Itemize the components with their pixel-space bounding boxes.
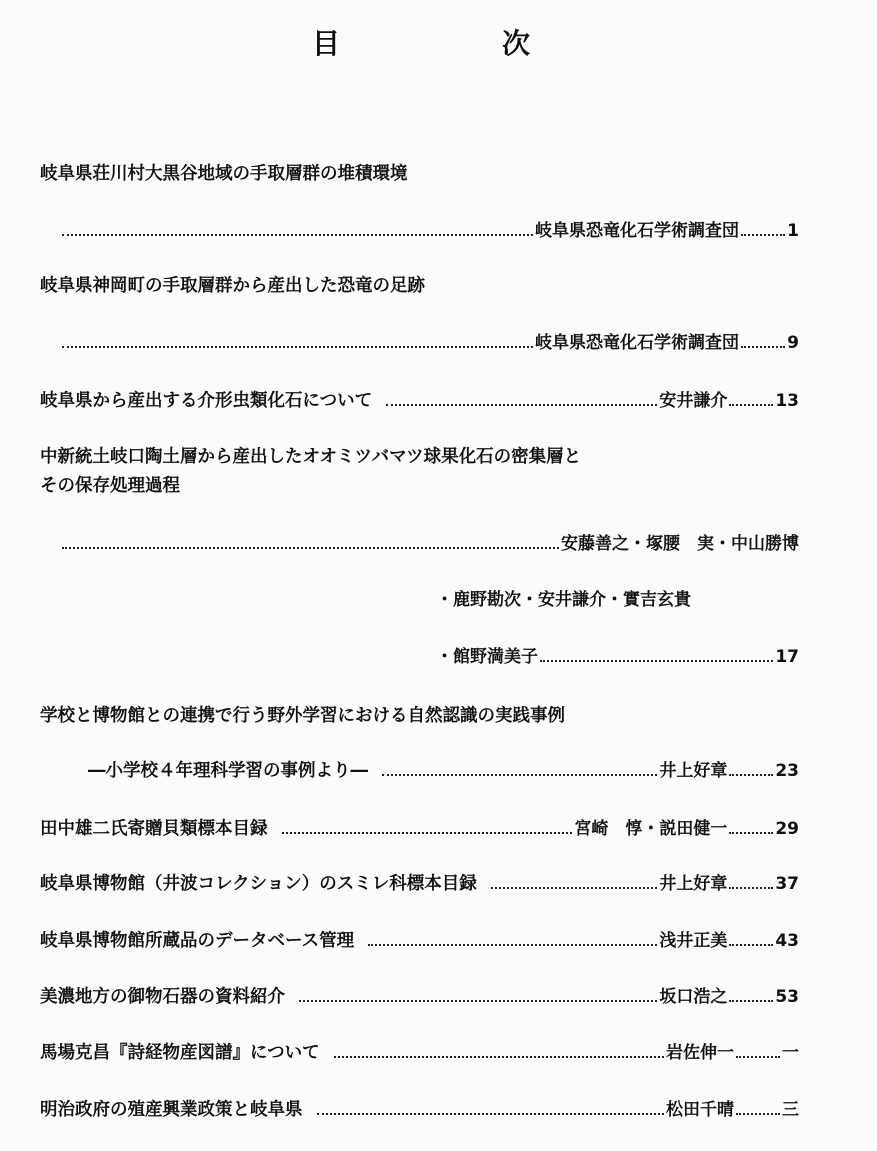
toc-entry-page: 43 — [775, 931, 799, 951]
toc-entry-authors: ・鹿野勘次・安井謙介・實吉玄貴 — [436, 590, 691, 610]
toc-entry-page: 23 — [775, 761, 799, 781]
page-title — [0, 22, 877, 62]
toc-entry-author: 井上好章 — [659, 761, 728, 781]
leader-dots — [736, 1113, 780, 1115]
toc-entry — [40, 390, 799, 412]
page-title-char-1: 目 — [312, 27, 341, 60]
leader-dots — [729, 404, 773, 406]
toc-entry-page: 三 — [782, 1100, 799, 1120]
leader-dots — [729, 887, 773, 889]
toc-entry-title: 岐阜県から産出する介形虫類化石について — [40, 391, 373, 411]
toc-entry — [40, 1099, 799, 1121]
leader-dots — [299, 1000, 657, 1002]
leader-dots — [368, 944, 657, 946]
leader-dots — [386, 404, 657, 406]
toc-entry-title: 岐阜県荘川村大黒谷地域の手取層群の堆積環境 — [40, 164, 408, 184]
toc-entry-title: 学校と博物館との連携で行う野外学習における自然認識の実践事例 — [40, 706, 565, 726]
toc-entry-byline-cont — [436, 646, 799, 668]
toc-entry-author: 岩佐伸一 — [666, 1043, 734, 1063]
toc-entry — [40, 986, 799, 1008]
leader-dots — [736, 1056, 780, 1058]
leader-dots — [540, 660, 773, 662]
toc-entry-subtitle: ―小学校４年理科学習の事例より― — [88, 761, 368, 781]
toc-entry-page: 一 — [782, 1043, 799, 1063]
toc-entry-page: 1 — [787, 221, 799, 241]
leader-dots — [382, 774, 657, 776]
toc-entry-byline — [62, 332, 799, 354]
toc-entry — [40, 873, 799, 895]
toc-entry-author: 松田千晴 — [666, 1100, 734, 1120]
toc-entry-author: 坂口浩之 — [659, 987, 728, 1007]
toc-entry-byline-cont — [436, 589, 799, 611]
toc-entry-title: 中新統土岐口陶土層から産出したオオミツバマツ球果化石の密集層と — [40, 447, 582, 467]
toc-entry-page: 17 — [775, 647, 799, 667]
toc-entry — [40, 1042, 799, 1064]
toc-entry-title: 田中雄二氏寄贈貝類標本目録 — [40, 819, 268, 839]
toc-entry-byline — [62, 533, 799, 555]
toc-entry-title: 岐阜県神岡町の手取層群から産出した恐竜の足跡 — [40, 276, 425, 296]
page-title-char-2: 次 — [502, 27, 531, 60]
toc-entry-author: 井上好章 — [659, 874, 728, 894]
leader-dots — [282, 832, 573, 834]
toc-entry-authors: 安藤善之・塚腰 実・中山勝博 — [561, 534, 799, 554]
toc-entry-page: 13 — [775, 391, 799, 411]
leader-dots — [729, 1000, 773, 1002]
leader-dots — [741, 346, 785, 348]
toc-entry-page: 9 — [787, 333, 799, 353]
leader-dots — [729, 832, 773, 834]
toc-entry-title: 明治政府の殖産興業政策と岐阜県 — [40, 1100, 303, 1120]
toc-entry-page: 29 — [775, 819, 799, 839]
toc-entry-title: 岐阜県博物館所蔵品のデータベース管理 — [40, 931, 355, 951]
toc-entry-title: 美濃地方の御物石器の資料紹介 — [40, 987, 285, 1007]
leader-dots — [62, 547, 559, 549]
leader-dots — [729, 774, 773, 776]
leader-dots — [729, 944, 773, 946]
leader-dots — [62, 234, 533, 236]
leader-dots — [317, 1113, 665, 1115]
toc-entry-page: 37 — [775, 874, 799, 894]
leader-dots — [741, 234, 785, 236]
toc-entry-author: 安井謙介 — [659, 391, 728, 411]
leader-dots — [334, 1056, 664, 1058]
leader-dots — [62, 346, 533, 348]
toc-entry-title-cont: その保存処理過程 — [40, 476, 180, 496]
leader-dots — [491, 887, 658, 889]
toc-entry-byline — [40, 760, 799, 782]
toc-entry-page: 53 — [775, 987, 799, 1007]
toc-entry-title: 岐阜県博物館（井波コレクション）のスミレ科標本目録 — [40, 874, 477, 894]
toc-entry-author: 岐阜県恐竜化石学術調査団 — [535, 333, 739, 353]
toc-entry — [40, 818, 799, 840]
toc-entry-byline — [62, 220, 799, 242]
toc-entry-authors: ・館野満美子 — [436, 647, 538, 667]
toc-entry-author: 浅井正美 — [659, 931, 728, 951]
toc-entry-author: 岐阜県恐竜化石学術調査団 — [535, 221, 739, 241]
toc-entry-title: 馬場克昌『詩経物産図譜』について — [40, 1043, 320, 1063]
toc-entry-author: 宮崎 惇・説田健一 — [574, 819, 728, 839]
toc-entry — [40, 930, 799, 952]
